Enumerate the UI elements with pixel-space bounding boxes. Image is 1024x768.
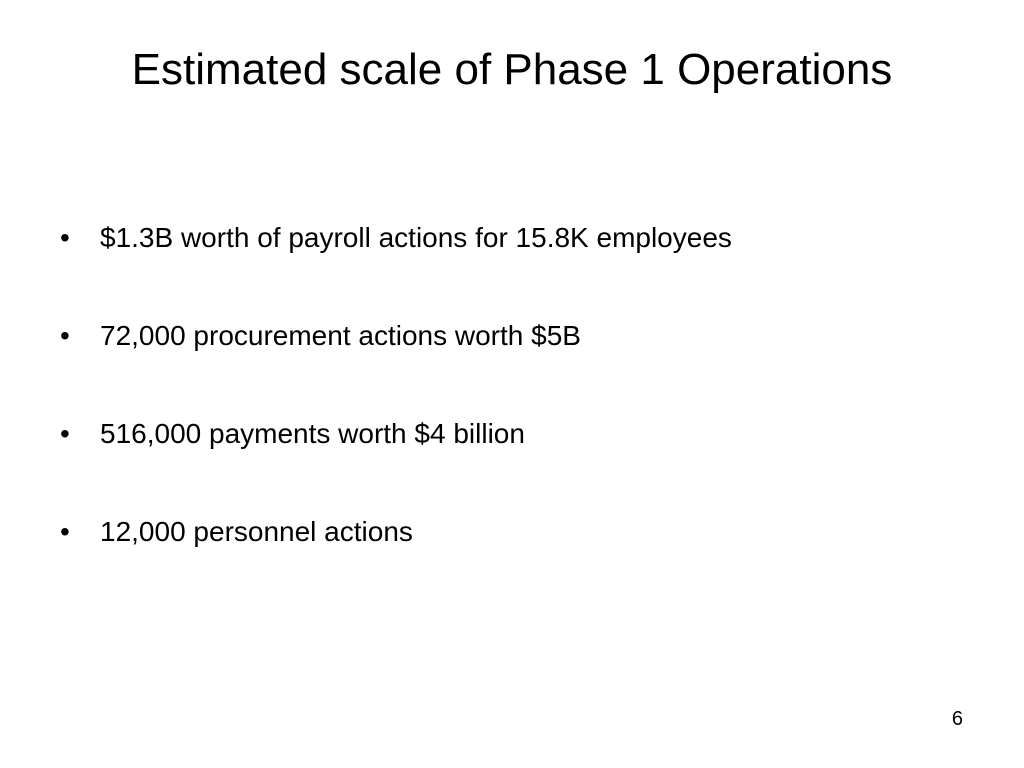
- bullet-item: [60, 408, 980, 506]
- bullet-dot-icon: •: [60, 222, 70, 253]
- bullet-dot-icon: •: [60, 320, 70, 351]
- bullet-text: 72,000 procurement actions worth $5B: [100, 320, 581, 351]
- bullet-text: $1.3B worth of payroll actions for 15.8K employees: [100, 222, 732, 253]
- bullet-dot-icon: •: [60, 516, 70, 547]
- bullet-item: [60, 310, 980, 408]
- bullet-item: [60, 212, 980, 310]
- slide-title: Estimated scale of Phase 1 Operations: [131, 45, 893, 94]
- bullet-text: 516,000 payments worth $4 billion: [100, 418, 525, 449]
- bullet-item: [60, 506, 980, 604]
- bullet-dot-icon: •: [60, 418, 70, 449]
- bullet-list: [60, 212, 980, 604]
- bullet-text: 12,000 personnel actions: [100, 516, 413, 547]
- page-number: 6: [951, 708, 963, 730]
